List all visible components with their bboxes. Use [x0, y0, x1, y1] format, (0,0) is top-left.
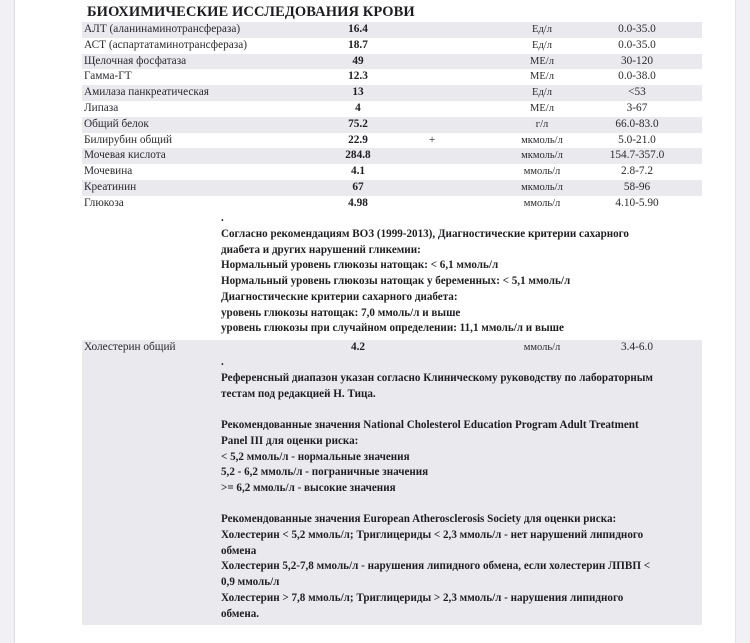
glucose-note	[221, 213, 701, 337]
note-line: Референсный диапазон указан согласно Клиническому руководству по лабораторным	[221, 372, 653, 384]
test-unit: Ед/л	[532, 24, 552, 35]
table-row	[82, 164, 702, 180]
test-reference: 0.0-38.0	[618, 70, 656, 83]
test-unit: ммоль/л	[523, 197, 561, 209]
test-value: 13	[352, 86, 364, 99]
results-table	[82, 22, 702, 212]
test-unit: ммоль/л	[523, 166, 561, 178]
test-reference: 154.7-357.0	[609, 149, 665, 162]
note-line: Диагностические критерии сахарного диабета:	[221, 290, 458, 303]
test-unit: мкмоль/л	[521, 134, 563, 146]
test-unit: ммоль/л	[523, 342, 561, 353]
note-line: 0,9 ммоль/л	[221, 576, 280, 589]
note-line: Холестерин > 7,8 ммоль/л; Триглицериды > 2,3 ммоль/л - нарушения липидного	[221, 591, 624, 604]
test-reference: 3-67	[626, 101, 648, 114]
test-name: Билирубин общий	[84, 133, 173, 146]
test-name: Холестерин общий	[84, 341, 176, 353]
test-value: 22.9	[348, 133, 368, 146]
note-line: Рекомендованные значения European Atherosclerosis Society для оценки риска:	[221, 513, 617, 526]
test-value: 16.4	[348, 23, 368, 35]
note-line: Нормальный уровень глюкозы натощак: < 6,1 ммоль/л	[221, 259, 499, 272]
table-row	[82, 38, 702, 54]
note-line: < 5,2 ммоль/л - нормальные значения	[221, 450, 410, 463]
test-name: Амилаза панкреатическая	[84, 86, 209, 99]
test-value: 4.2	[350, 341, 366, 353]
note-line: диабета и других нарушений гликемии:	[221, 243, 421, 256]
test-value: 49	[352, 54, 364, 67]
note-line: Panel III для оценки риска:	[221, 434, 359, 447]
test-reference: 4.10-5.90	[615, 196, 659, 209]
note-line: обмена.	[221, 607, 260, 620]
test-reference: 3.4-6.0	[620, 341, 653, 353]
table-row	[82, 180, 702, 196]
test-reference: 2.8-7.2	[620, 165, 653, 178]
note-line: Согласно рекомендациям ВОЗ (1999-2013), Диагностические критерии сахарного	[221, 228, 629, 240]
table-row	[82, 196, 702, 212]
test-reference: 66.0-83.0	[615, 117, 659, 130]
test-name: Креатинин	[84, 180, 137, 193]
note-line: Холестерин < 5,2 ммоль/л; Триглицериды < 2,3 ммоль/л - нет нарушений липидного	[221, 529, 644, 541]
note-line: уровень глюкозы при случайном определении: 11,1 ммоль/л и выше	[221, 322, 564, 335]
note-line: обмена	[221, 544, 257, 557]
right-page-margin	[735, 0, 750, 643]
note-line: уровень глюкозы натощак: 7,0 ммоль/л и выше	[221, 306, 461, 319]
table-row	[82, 22, 702, 38]
note-line: Нормальный уровень глюкозы натощак у беременных: < 5,1 ммоль/л	[221, 275, 571, 288]
note-line: Холестерин 5,2-7,8 ммоль/л - нарушения липидного обмена, если холестерин ЛПВП <	[221, 560, 651, 573]
test-reference: 5.0-21.0	[618, 133, 656, 146]
test-name: Гамма-ГТ	[84, 70, 132, 83]
test-name: АЛТ (аланинаминотрансфераза)	[84, 23, 241, 35]
table-row	[82, 69, 702, 85]
test-reference: 30-120	[620, 54, 653, 67]
test-value: 4.98	[348, 196, 368, 209]
note-line: 5,2 - 6,2 ммоль/л - пограничные значения	[221, 466, 429, 479]
left-page-margin	[0, 0, 15, 643]
table-row	[82, 101, 702, 117]
test-unit: мкмоль/л	[521, 150, 563, 162]
test-name: Мочевая кислота	[84, 149, 166, 162]
test-unit: МЕ/л	[530, 71, 554, 83]
test-value: 18.7	[348, 38, 368, 51]
test-unit: г/л	[535, 118, 549, 130]
test-reference: 0.0-35.0	[618, 23, 656, 35]
abnormal-flag: +	[428, 133, 436, 146]
test-unit: Ед/л	[532, 87, 552, 99]
test-name: Мочевина	[84, 165, 133, 178]
test-value: 75.2	[348, 117, 368, 130]
note-line: >= 6,2 ммоль/л - высокие значения	[221, 481, 396, 494]
table-row	[82, 85, 702, 101]
test-unit: МЕ/л	[530, 102, 554, 114]
test-reference: <53	[628, 86, 646, 99]
test-name: Глюкоза	[84, 196, 124, 209]
test-value: 12.3	[348, 70, 368, 83]
document-title: БИОХИМИЧЕСКИЕ ИССЛЕДОВАНИЯ КРОВИ	[87, 4, 415, 20]
test-name: Липаза	[84, 101, 119, 114]
note-line: тестам под редакцией Н. Тица.	[221, 387, 376, 400]
table-row	[82, 340, 702, 356]
cholesterol-note	[221, 357, 701, 622]
table-row	[82, 54, 702, 70]
test-name: Общий белок	[84, 117, 149, 130]
test-value: 4.1	[350, 165, 366, 178]
test-reference: 0.0-35.0	[618, 38, 656, 51]
test-name: АСТ (аспартатаминотрансфераза)	[84, 38, 247, 51]
note-marker: .	[221, 212, 224, 224]
test-unit: мкмоль/л	[521, 181, 563, 193]
note-marker: .	[221, 356, 224, 368]
test-reference: 58-96	[623, 180, 651, 193]
test-value: 67	[352, 180, 364, 193]
table-row	[82, 133, 702, 149]
test-name: Щелочная фосфатаза	[84, 54, 187, 67]
test-unit: Ед/л	[532, 39, 552, 51]
test-value: 284.8	[345, 149, 371, 162]
test-unit: МЕ/л	[530, 55, 554, 67]
test-value: 4	[355, 101, 361, 114]
note-line: Рекомендованные значения National Cholesterol Education Program Adult Treatment	[221, 419, 639, 432]
table-row	[82, 148, 702, 164]
table-row	[82, 117, 702, 133]
